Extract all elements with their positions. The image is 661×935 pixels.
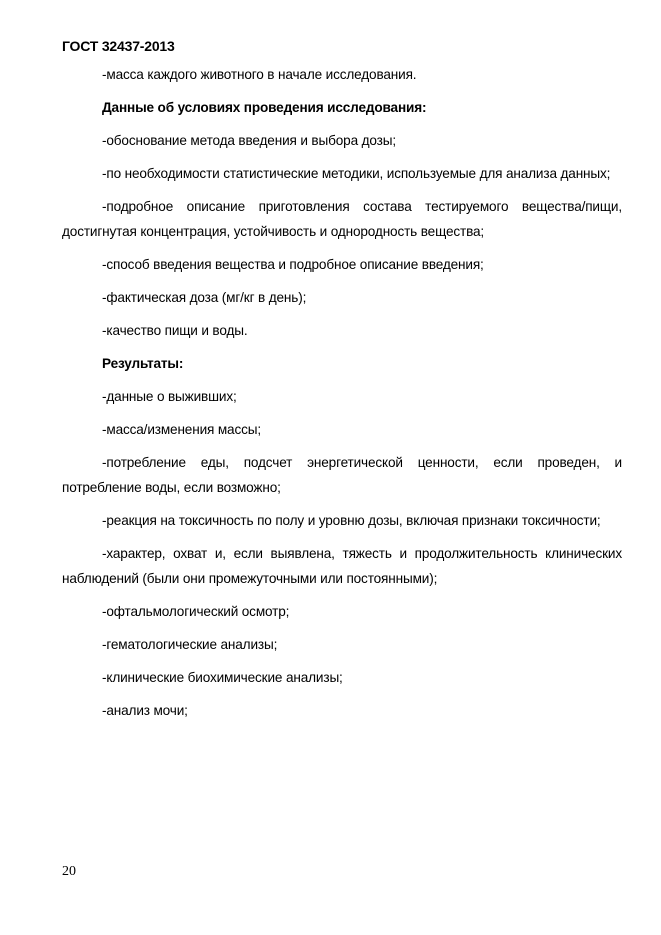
document-header-title: ГОСТ 32437-2013 — [62, 38, 175, 54]
paragraph-food-consumption: -потребление еды, подсчет энергетической ценности, если проведен, и потребление воды, если возможно; — [62, 455, 622, 495]
paragraph-biochemistry: -клинические биохимические анализы; — [102, 670, 343, 685]
paragraph-ophthalmology: -офтальмологический осмотр; — [102, 604, 290, 619]
paragraph-toxicity-reaction: -реакция на токсичность по полу и уровню дозы, включая признаки токсичности; — [102, 513, 601, 528]
page-number: 20 — [62, 864, 76, 879]
paragraph-statistical-methods: -по необходимости статистические методики, используемые для анализа данных; — [102, 166, 611, 181]
section-heading-conditions: Данные об условиях проведения исследования: — [102, 100, 427, 115]
paragraph-method-justification: -обоснование метода введения и выбора дозы; — [102, 133, 396, 148]
paragraph-survivors: -данные о выживших; — [102, 389, 237, 404]
paragraph-preparation-description: -подробное описание приготовления состава тестируемого вещества/пищи, достигнутая концентрация, устойчивость и однородность вещества; — [62, 199, 622, 239]
paragraph-mass-changes: -масса/изменения массы; — [102, 422, 261, 437]
paragraph-urinalysis: -анализ мочи; — [102, 703, 188, 718]
paragraph-animal-mass: -масса каждого животного в начале исследования. — [102, 67, 417, 82]
paragraph-hematology: -гематологические анализы; — [102, 637, 278, 652]
paragraph-administration-method: -способ введения вещества и подробное описание введения; — [102, 257, 484, 272]
paragraph-actual-dose: -фактическая доза (мг/кг в день); — [102, 290, 307, 305]
document-body — [62, 62, 622, 731]
section-heading-results: Результаты: — [102, 356, 184, 371]
paragraph-clinical-observations: -характер, охват и, если выявлена, тяжесть и продолжительность клинических наблюдений (были они промежуточными или постоянными); — [62, 546, 622, 586]
paragraph-food-water-quality: -качество пищи и воды. — [102, 323, 248, 338]
